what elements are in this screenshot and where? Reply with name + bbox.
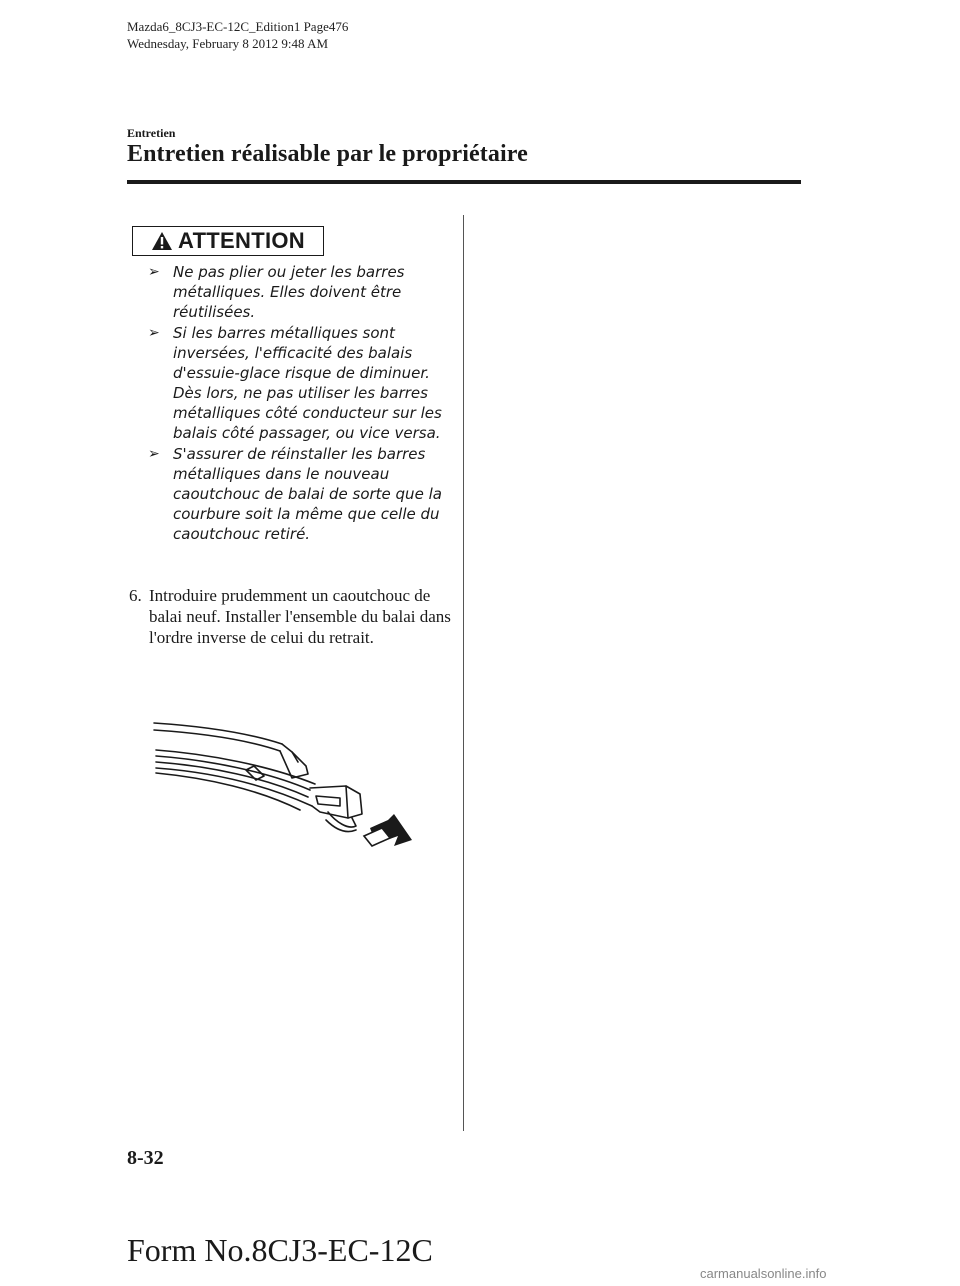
section-label: Entretien xyxy=(127,126,176,140)
step-number: 6. xyxy=(129,586,142,605)
watermark: carmanualsonline.info xyxy=(700,1266,827,1281)
arrow-bullet-icon: ➢ xyxy=(148,264,160,280)
form-number: Form No.8CJ3-EC-12C xyxy=(127,1232,433,1268)
title-rule xyxy=(127,180,801,184)
arrow-bullet-icon: ➢ xyxy=(148,325,160,341)
caution-list xyxy=(148,262,448,545)
caution-item xyxy=(148,444,448,544)
wiper-blade-illustration xyxy=(150,718,420,858)
attention-box xyxy=(132,226,324,256)
step-text: Introduire prudemment un caoutchouc de balai neuf. Installer l'ensemble du balai dans l'ordre inverse de celui du retrait. xyxy=(149,586,451,647)
page-title: Entretien réalisable par le propriétaire xyxy=(127,141,528,167)
page-number: 8-32 xyxy=(127,1147,164,1169)
caution-item xyxy=(148,323,448,443)
print-header-date: Wednesday, February 8 2012 9:48 AM xyxy=(127,36,329,51)
column-divider xyxy=(463,215,464,1131)
print-header xyxy=(127,18,348,52)
caution-item xyxy=(148,262,448,322)
warning-triangle-icon xyxy=(151,231,173,251)
attention-label: ATTENTION xyxy=(178,228,305,253)
print-header-file: Mazda6_8CJ3-EC-12C_Edition1 Page476 xyxy=(127,19,349,34)
caution-item-text: Si les barres métalliques sont inversées, l'efficacité des balais d'essuie-glace risque de diminuer. Dès lors, ne pas utiliser les barres métalliques côté conducteur sur les balais côté passager, ou vice versa. xyxy=(173,324,442,442)
step-6 xyxy=(129,585,459,648)
caution-item-text: S'assurer de réinstaller les barres métalliques dans le nouveau caoutchouc de balai de sorte que la courbure soit la même que celle du caoutchouc retiré. xyxy=(173,445,442,543)
caution-item-text: Ne pas plier ou jeter les barres métalliques. Elles doivent être réutilisées. xyxy=(173,263,405,321)
arrow-bullet-icon: ➢ xyxy=(148,446,160,462)
